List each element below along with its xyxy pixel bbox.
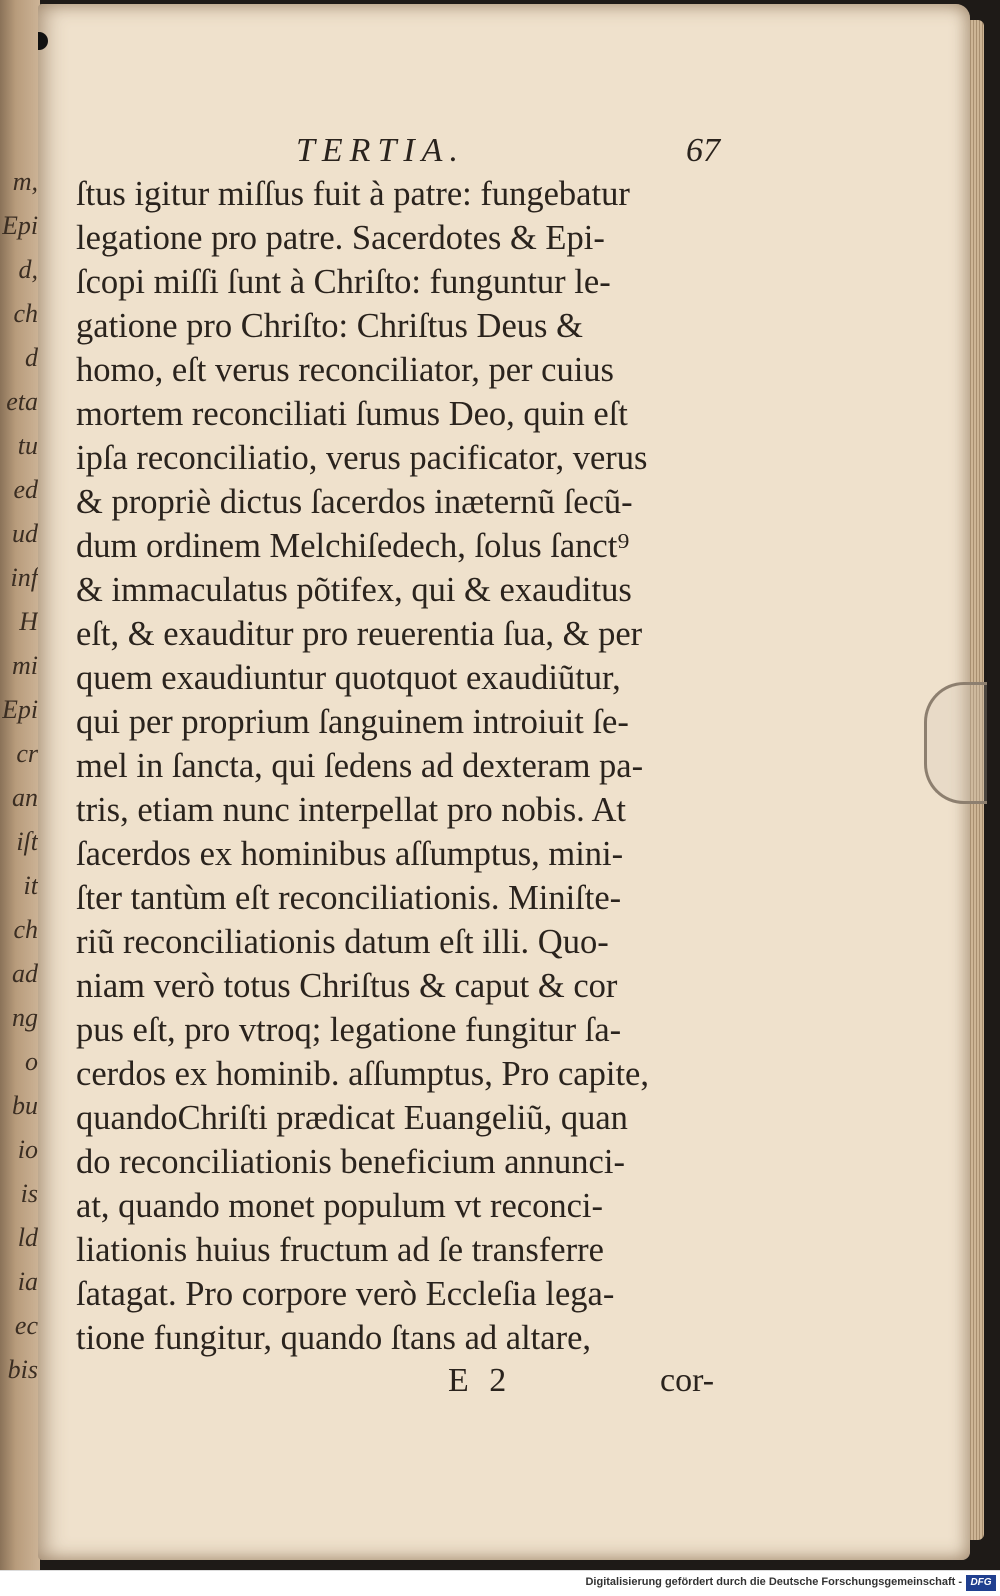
credit-bar xyxy=(0,1570,1000,1596)
prev-page-fragment: io xyxy=(17,1135,38,1164)
prev-page-fragment: eta xyxy=(6,387,38,416)
prev-page-fragment: ud xyxy=(12,519,38,548)
text-line: at, quando monet populum vt reconci- xyxy=(76,1187,603,1225)
previous-page-edge xyxy=(0,0,40,1570)
prev-page-fragment: it xyxy=(23,871,38,900)
page-header xyxy=(76,132,728,174)
prev-page-fragment: d, xyxy=(18,255,38,284)
prev-page-fragment: is xyxy=(20,1179,38,1208)
text-line: & propriè dictus ſacerdos inæternũ ſecũ- xyxy=(76,483,633,521)
prev-page-fragment: Epi xyxy=(2,211,38,240)
body-text xyxy=(76,172,728,1360)
text-line: mortem reconciliati ſumus Deo, quin eſt xyxy=(76,395,628,433)
prev-page-fragment: ch xyxy=(13,299,38,328)
signature-mark: E 2 xyxy=(448,1362,513,1399)
prev-page-fragment: ia xyxy=(17,1267,38,1296)
text-line: riũ reconciliationis datum eſt illi. Quo- xyxy=(76,923,609,961)
text-line: tione fungitur, quando ſtans ad altare, xyxy=(76,1319,592,1357)
text-line: tris, etiam nunc interpellat pro nobis. At xyxy=(76,791,626,829)
text-line: dum ordinem Melchiſedech, ſolus ſanct⁹ xyxy=(76,527,630,565)
text-line: ſtus igitur miſſus fuit à patre: fungebatur xyxy=(76,175,630,213)
prev-page-fragment: H xyxy=(19,607,38,636)
text-line: ſcopi miſſi ſunt à Chriſto: funguntur le- xyxy=(76,263,611,301)
prev-page-fragment: Epi xyxy=(2,695,38,724)
text-line: & immaculatus põtifex, qui & exauditus xyxy=(76,571,632,609)
prev-page-fragment: iſt xyxy=(16,827,38,856)
text-line: quem exaudiuntur quotquot exaudiũtur, xyxy=(76,659,621,697)
page-number: 67 xyxy=(686,132,720,169)
text-line: ſatagat. Pro corpore verò Eccleſia lega- xyxy=(76,1275,615,1313)
prev-page-fragment: inf xyxy=(10,563,38,592)
text-line: do reconciliationis beneficium annunci- xyxy=(76,1143,625,1181)
prev-page-fragment: m, xyxy=(12,167,38,196)
text-line: niam verò totus Chriſtus & caput & cor xyxy=(76,967,618,1005)
text-line: legatione pro patre. Sacerdotes & Epi- xyxy=(76,219,605,257)
previous-page-text-fragments xyxy=(2,160,38,1420)
prev-page-fragment: bu xyxy=(12,1091,38,1120)
prev-page-fragment: ng xyxy=(12,1003,38,1032)
prev-page-fragment: d xyxy=(25,343,38,372)
text-line: quandoChriſti prædicat Euangeliũ, quan xyxy=(76,1099,628,1137)
text-line: ſacerdos ex hominibus aſſumptus, mini- xyxy=(76,835,624,873)
text-line: pus eſt, pro vtroq; legatione fungitur ſa- xyxy=(76,1011,622,1049)
prev-page-fragment: bis xyxy=(7,1355,38,1384)
running-title: TERTIA. xyxy=(296,132,465,169)
text-line: liationis huius fructum ad ſe transferre xyxy=(76,1231,604,1269)
page-clip xyxy=(924,682,987,804)
prev-page-fragment: ec xyxy=(14,1311,38,1340)
prev-page-fragment: ch xyxy=(13,915,38,944)
credit-text: Digitalisierung gefördert durch die Deutsche Forschungsgemeinschaft - xyxy=(585,1576,962,1588)
text-line: mel in ſancta, qui ſedens ad dexteram pa- xyxy=(76,747,644,785)
text-line: gatione pro Chriſto: Chriſtus Deus & xyxy=(76,307,583,345)
page-footer xyxy=(76,1362,728,1406)
prev-page-fragment: mi xyxy=(12,651,38,680)
prev-page-fragment: ed xyxy=(13,475,38,504)
prev-page-fragment: cr xyxy=(16,739,38,768)
text-line: ſter tantùm eſt reconciliationis. Miniſte- xyxy=(76,879,622,917)
prev-page-fragment: o xyxy=(25,1047,38,1076)
text-line: qui per proprium ſanguinem introiuit ſe- xyxy=(76,703,629,741)
prev-page-fragment: tu xyxy=(17,431,38,460)
book-page xyxy=(38,4,970,1560)
text-line: eſt, & exauditur pro reuerentia ſua, & per xyxy=(76,615,643,653)
text-line: ipſa reconciliatio, verus pacificator, verus xyxy=(76,439,648,477)
dfg-logo: DFG xyxy=(966,1575,996,1591)
prev-page-fragment: an xyxy=(12,783,38,812)
text-line: cerdos ex hominib. aſſumptus, Pro capite, xyxy=(76,1055,649,1093)
page-marker xyxy=(38,32,48,50)
text-line: homo, eſt verus reconciliator, per cuius xyxy=(76,351,614,389)
prev-page-fragment: ad xyxy=(12,959,38,988)
catchword: cor- xyxy=(660,1362,715,1399)
prev-page-fragment: ld xyxy=(17,1223,38,1252)
